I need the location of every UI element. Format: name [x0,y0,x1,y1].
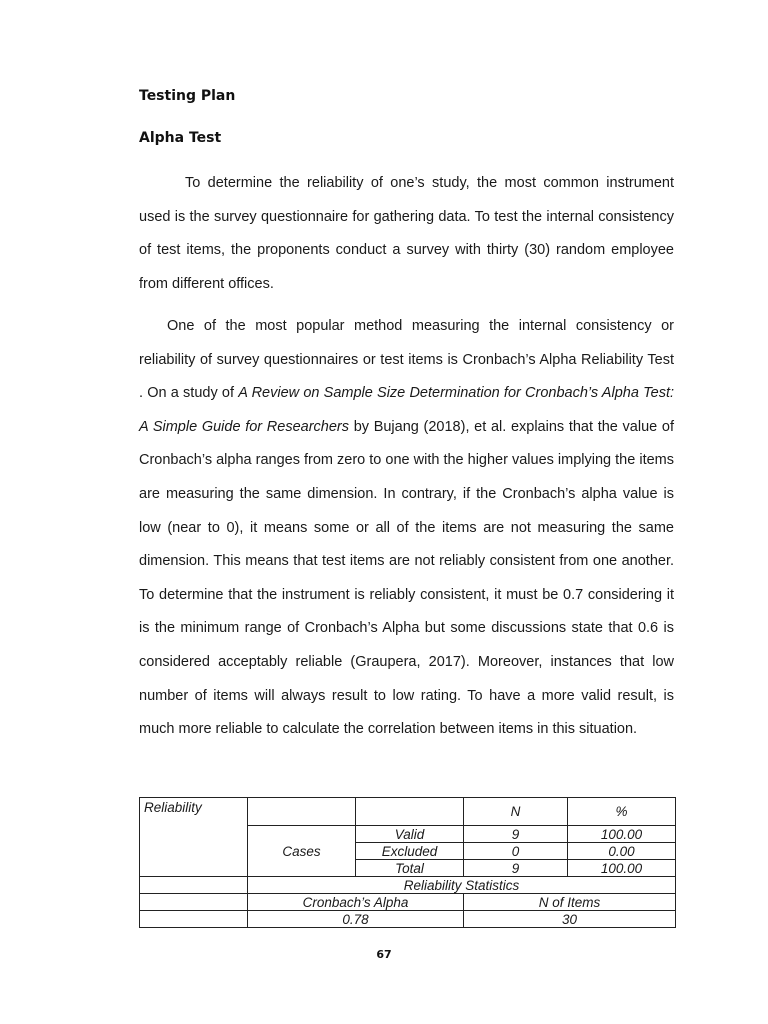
n-of-items-value: 30 [464,911,676,928]
reliability-label-cell: Reliability [140,798,248,877]
page-number: 67 [376,948,392,961]
section-heading: Testing Plan [139,88,236,104]
table-header-row [140,798,676,826]
stats-title-row [140,877,676,894]
paragraph-text-part1: One of the most popular method measuring the internal consistency or reliability of survey questionnaires or test items is Cronbach’s Alpha Reliability Test . On a study of [139,318,674,402]
percent-value: 0.00 [568,843,676,860]
n-value: 9 [464,826,568,843]
percent-value: 100.00 [568,860,676,877]
n-value: 0 [464,843,568,860]
empty-cell [140,894,248,911]
intro-paragraph: To determine the reliability of one’s study, the most common instrument used is the survey questionnaire for gathering data. To test the internal consistency of test items, the proponents conduct a survey with thirty (30) random employee from different offices. [139,175,674,292]
n-column-header: N [464,798,568,826]
n-value: 9 [464,860,568,877]
cronbach-alpha-value: 0.78 [248,911,464,928]
percent-column-header: % [568,798,676,826]
percent-value: 100.00 [568,826,676,843]
empty-cell [356,798,464,826]
row-label: Valid [356,826,464,843]
n-of-items-header: N of Items [464,894,676,911]
reliability-statistics-title: Reliability Statistics [248,877,676,894]
paragraph-text-part2: by Bujang (2018), et al. explains that the value of Cronbach’s alpha ranges from zero to one with the higher values implying the items are measuring the same dimension. In contrary, if the Cronbach’s alpha value is low (near to 0), it means some or all of the items are not measuring the same dimension. This means that test items are not reliably consistent from one another. To determine that the instrument is reliably consistent, it must be 0.7 considering it is the minimum range of Cronbach’s Alpha but some discussions state that 0.6 is considered acceptably reliable (Graupera, 2017). Moreover, instances that low number of items will always result to low rating. To have a more valid result, is much more reliable to calculate the correlation between items in this situation. [139,418,674,738]
cronbach-alpha-header: Cronbach’s Alpha [248,894,464,911]
row-label: Excluded [356,843,464,860]
stats-header-row [140,894,676,911]
cases-label-cell: Cases [248,826,356,877]
empty-cell [140,877,248,894]
empty-cell [248,798,356,826]
cronbach-paragraph [139,310,674,747]
stats-value-row [140,911,676,928]
row-label: Total [356,860,464,877]
cited-study-title: A Review on Sample Size Determination for Cronbach’s Alpha Test: A Simple Guide for Researchers [139,385,674,435]
empty-cell [140,911,248,928]
subsection-heading: Alpha Test [139,130,222,146]
reliability-table [139,797,676,928]
